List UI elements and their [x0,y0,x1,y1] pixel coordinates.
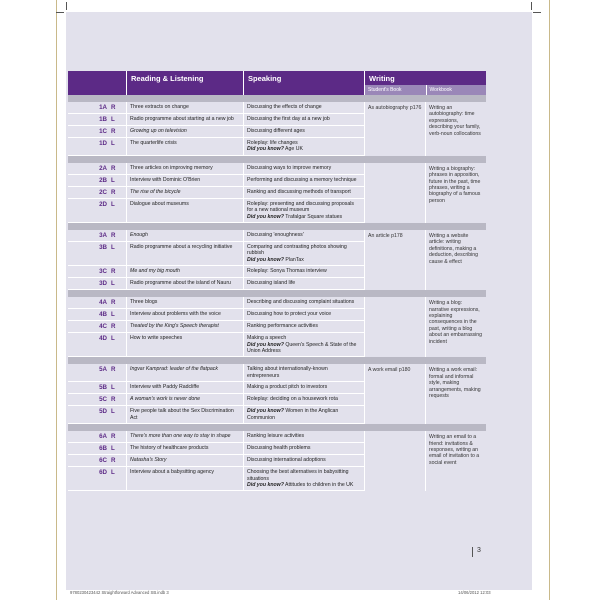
lesson-row [68,364,364,382]
reading-listening-text: Interview with Dominic O'Brien [126,175,243,186]
skill-letter: R [111,457,116,465]
students-book-writing [364,163,425,223]
unit-divider [68,223,486,230]
speaking-cell [243,175,364,186]
skill-letter: R [111,268,116,276]
workbook-writing: Writing a biography: phrases in apposition, future in the past, time phrases, writing a biography of a famous person [425,163,486,223]
speaking-heading: Speaking [243,71,364,95]
writing-heading-group [364,71,486,95]
reading-listening-text: Three extracts on change [126,102,243,113]
skill-letter: R [111,164,116,172]
reading-listening-text: Interview about a babysitting agency [126,467,243,490]
skill-letter: L [111,116,115,123]
lesson-number: 1D [99,140,107,147]
lesson-rows [68,364,364,424]
skill-letter: R [111,396,116,404]
speaking-text: Roleplay: Sonya Thomas interview [247,268,327,275]
lesson-row [68,443,364,455]
reading-listening-text: The history of healthcare products [126,443,243,454]
lesson-row [68,175,364,187]
lesson-number: 4D [99,335,107,343]
speaking-cell [243,443,364,454]
lesson-number: 4A [99,299,107,307]
reading-listening-text: Radio programme about starting at a new job [126,114,243,125]
workbook-heading: Workbook [426,85,487,95]
lesson-rows [68,297,364,357]
speaking-cell [243,406,364,423]
skill-letter: R [111,188,116,196]
students-book-writing: A work email p180 [364,364,425,424]
unit-divider [68,95,486,102]
speaking-text: Discussing the effects of change [247,104,322,110]
unit-block [68,230,486,290]
lesson-rows [68,230,364,290]
reading-listening-text: Radio programme about the island of Nauru [126,278,243,289]
lesson-row [68,406,364,424]
lesson-row [68,467,364,491]
speaking-text: Performing and discussing a memory technique [247,176,357,183]
unit-block [68,163,486,223]
speaking-cell [243,467,364,490]
skill-letter: L [111,311,115,319]
lesson-number: 2C [99,188,107,196]
did-you-know-topic: Attitudes to children in the UK [285,481,354,488]
reading-listening-text: How to write speeches [126,333,243,356]
lesson-row [68,114,364,126]
speaking-text: Talking about internationally-known entrepreneurs [247,366,328,379]
speaking-text: Discussing health problems [247,445,311,452]
skill-letter: L [111,469,115,477]
speaking-cell [243,455,364,466]
speaking-cell [243,230,364,241]
speaking-text: Comparing and contrasting photos showing rubbish [247,244,347,257]
lesson-number: 5D [99,408,107,416]
speaking-cell [243,382,364,393]
speaking-cell [243,333,364,356]
did-you-know-topic: Queen's Speech & State of the Union Address [247,341,357,355]
lesson-row [68,126,364,138]
did-you-know-label: Did you know? [247,146,284,153]
skill-letter: R [111,433,116,441]
speaking-cell [243,321,364,332]
unit-block [68,364,486,424]
reading-listening-heading: Reading & Listening [126,71,243,95]
lesson-number: 6D [99,469,107,477]
lesson-row [68,309,364,321]
reading-listening-text: Interview with Paddy Radcliffe [126,382,243,393]
speaking-cell [243,187,364,198]
lesson-number: 5B [99,384,107,392]
reading-listening-text: The quarterlife crisis [126,138,243,155]
skill-letter: R [111,232,116,240]
speaking-text: Ranking and discussing methods of transport [247,188,351,195]
speaking-text: Making a speech [247,335,287,342]
speaking-cell [243,242,364,265]
reading-listening-text: A woman's work is never done [126,394,243,405]
lesson-number: 6B [99,445,107,453]
did-you-know [247,342,361,355]
unit-divider [68,357,486,364]
lesson-rows [68,163,364,223]
did-you-know-label: Did you know? [247,256,284,263]
crop-mark [56,12,64,13]
skill-letter: L [111,200,115,208]
speaking-cell [243,394,364,405]
unit-divider [68,156,486,163]
did-you-know-label: Did you know? [247,341,284,348]
lesson-row [68,242,364,266]
speaking-text: Describing and discussing complaint situations [247,299,355,306]
workbook-writing: Writing a blog: narrative expressions, explaining consequences in the past, writing a blog about an embarrassing incident [425,297,486,357]
lesson-number: 1B [99,116,107,123]
lesson-row [68,266,364,278]
speaking-text: Roleplay: deciding on a housework rota [247,396,338,403]
speaking-text: Discussing ways to improve memory [247,164,332,171]
skill-letter: R [111,299,116,307]
print-slug-left: 9780230423442 Straightforward Advanced SB.indb 3 [70,590,169,595]
did-you-know-topic: Women in the Anglican Communion [247,408,339,421]
reading-listening-text: Three articles on improving memory [126,163,243,174]
reading-listening-text: Ingvar Kamprad: leader of the flatpack [126,364,243,381]
lesson-number: 6A [99,433,107,441]
did-you-know [247,146,361,152]
did-you-know [247,482,361,488]
unit-block [68,297,486,357]
speaking-cell [243,126,364,137]
skill-letter: L [111,445,115,453]
lesson-row [68,163,364,175]
did-you-know [247,257,361,263]
reading-listening-text: Growing up on television [126,126,243,137]
students-book-writing [364,297,425,357]
did-you-know [247,408,361,421]
reading-listening-text: Dialogue about museums [126,199,243,222]
lesson-row [68,394,364,406]
speaking-cell [243,266,364,277]
speaking-text: Making a product pitch to investors [247,384,328,391]
reading-listening-text: Five people talk about the Sex Discrimination Act [126,406,243,423]
speaking-text: Discussing 'enoughness' [247,232,304,239]
lesson-number: 4B [99,311,107,319]
skill-letter: R [111,366,116,374]
lesson-rows [68,431,364,491]
reading-listening-text: Me and my big mouth [126,266,243,277]
reading-listening-text: Treated by the King's Speech therapist [126,321,243,332]
lesson-row [68,297,364,309]
lesson-number: 1A [99,104,107,111]
skill-letter: R [111,128,116,135]
speaking-cell [243,138,364,155]
speaking-text: Roleplay: presenting and discussing proposals for a new national museum [247,200,354,214]
crop-mark [531,2,532,10]
speaking-cell [243,114,364,125]
speaking-cell [243,163,364,174]
speaking-text: Choosing the best alternatives in babysitting situations [247,469,349,482]
did-you-know-topic: Age UK [285,146,303,153]
speaking-cell [243,309,364,320]
print-slug-right: 14/06/2012 12:03 [458,590,491,595]
did-you-know-label: Did you know? [247,408,284,415]
speaking-text: Discussing international adoptions [247,457,326,464]
speaking-text: Roleplay: life changes [247,140,298,146]
lesson-number: 3D [99,280,107,288]
lesson-number: 3C [99,268,107,276]
lesson-number: 2A [99,164,107,172]
speaking-text: Ranking performance activities [247,323,318,330]
reading-listening-text: Radio programme about a recycling initiative [126,242,243,265]
lesson-row [68,230,364,242]
skill-letter: L [111,280,115,288]
lesson-number: 5A [99,366,107,374]
lesson-number: 3B [99,244,107,252]
skill-letter: L [111,176,115,184]
page-number: 3 [472,547,481,557]
lesson-row [68,102,364,114]
lesson-number: 4C [99,323,107,331]
reading-listening-text: The rise of the bicycle [126,187,243,198]
skill-letter: L [111,408,115,416]
contents-table [68,71,486,491]
lesson-number: 3A [99,232,107,240]
lesson-row [68,321,364,333]
unit-divider [68,290,486,297]
speaking-text: Discussing the first day at a new job [247,116,330,122]
students-book-heading: Student's Book [368,87,402,93]
did-you-know-topic: Trafalgar Square statues [285,213,343,220]
students-book-writing: An article p178 [364,230,425,290]
reading-listening-text: There's more than one way to stay in shape [126,431,243,442]
speaking-cell [243,199,364,222]
lesson-row [68,455,364,467]
lesson-number: 6C [99,457,107,465]
workbook-writing: Writing an email to a friend: invitations & responses, writing an email of invitation to a social event [425,431,486,491]
lesson-row [68,382,364,394]
did-you-know [247,214,361,220]
speaking-text: Discussing how to protect your voice [247,311,332,318]
units-list [68,95,486,491]
speaking-cell [243,431,364,442]
lesson-row [68,187,364,199]
students-book-writing: As autobiography p176 [364,102,425,156]
did-you-know-label: Did you know? [247,481,284,488]
speaking-text: Discussing island life [247,280,296,287]
reading-listening-text: Natasha's Story [126,455,243,466]
speaking-text: Ranking leisure activities [247,433,305,440]
writing-heading: Writing [369,74,395,83]
reading-listening-text: Enough [126,230,243,241]
speaking-cell [243,102,364,113]
skill-letter: R [111,323,116,331]
table-header [68,71,486,95]
workbook-writing: Writing an autobiography: time expressions, describing your family, verb-noun collocations [425,102,486,156]
did-you-know-topic: PlanTax [285,256,304,263]
lesson-row [68,278,364,290]
unit-block [68,431,486,491]
lesson-number: 2D [99,200,107,208]
lesson-row [68,138,364,156]
lesson-number: 5C [99,396,107,404]
speaking-text: Discussing different ages [247,128,305,134]
skill-letter: L [111,335,115,343]
lesson-row [68,431,364,443]
lesson-row [68,199,364,223]
unit-block [68,102,486,156]
lesson-number: 2B [99,176,107,184]
speaking-cell [243,297,364,308]
students-book-writing [364,431,425,491]
skill-letter: L [111,140,115,147]
did-you-know-label: Did you know? [247,213,284,220]
workbook-writing: Writing a work email: formal and informal style, making arrangements, making requests [425,364,486,424]
unit-divider [68,424,486,431]
speaking-cell [243,278,364,289]
reading-listening-text: Three blogs [126,297,243,308]
lesson-number: 1C [99,128,107,135]
speaking-cell [243,364,364,381]
crop-mark [533,12,541,13]
skill-letter: L [111,244,115,252]
reading-listening-text: Interview about problems with the voice [126,309,243,320]
skill-letter: L [111,384,115,392]
crop-mark [66,2,67,10]
skill-letter: R [111,104,116,111]
lesson-rows [68,102,364,156]
lesson-row [68,333,364,357]
workbook-writing: Writing a website article: writing definitions, making a deduction, describing cause & effect [425,230,486,290]
